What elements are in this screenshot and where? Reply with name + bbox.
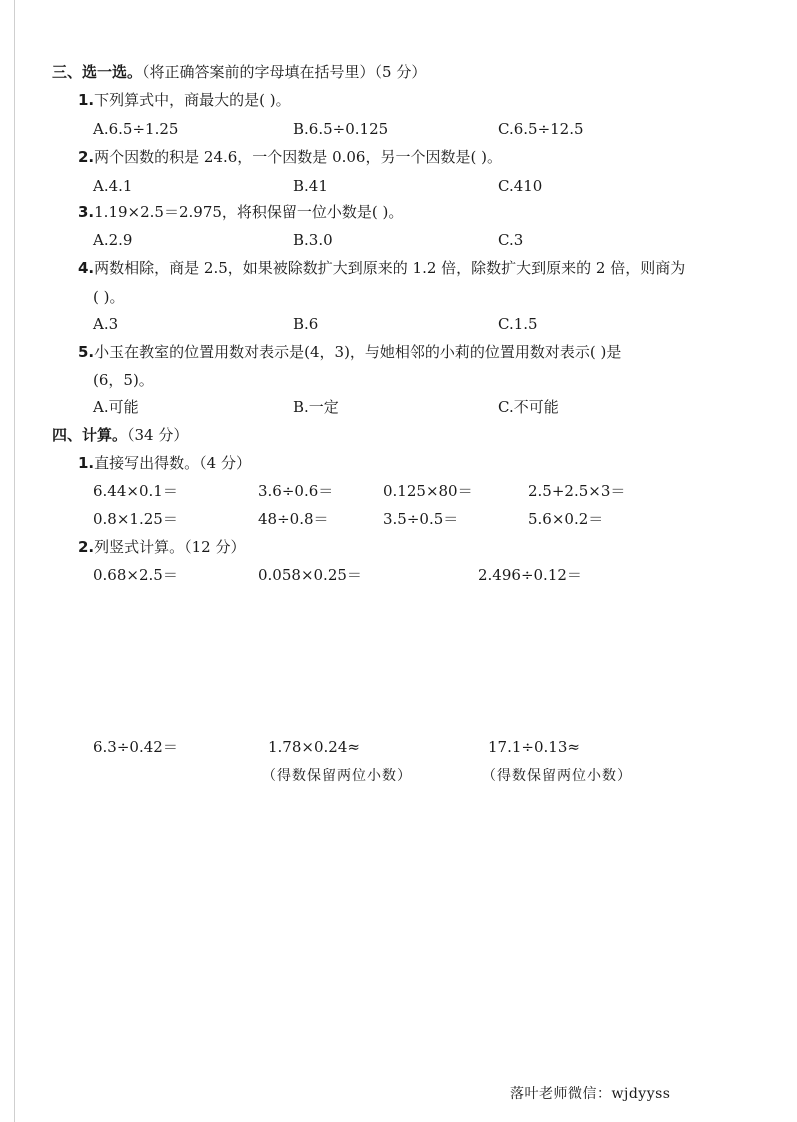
part-number: 1. (78, 454, 95, 472)
option-c: C.410 (498, 177, 543, 195)
option-a: A.4.1 (93, 177, 133, 195)
vertical-calc-item: 0.058×0.25＝ (258, 566, 362, 584)
option-b: B.6 (293, 315, 319, 333)
question-5-line2: (6，5)。 (93, 371, 154, 389)
footer-contact: 落叶老师微信：wjdyyss (510, 1086, 671, 1102)
question-number: 2. (78, 148, 95, 166)
section-3-title: 三、选一选。 (52, 63, 143, 81)
question-text: 两个因数的积是 24.6，一个因数是 0.06，另一个因数是( )。 (94, 148, 502, 166)
rounding-note: （得数保留两位小数） (262, 768, 412, 784)
option-b: B.41 (293, 177, 328, 195)
option-a: A.2.9 (93, 231, 133, 249)
option-c: C.1.5 (498, 315, 538, 333)
question-text: 1.19×2.5＝2.975，将积保留一位小数是( )。 (94, 203, 404, 221)
oral-calc-item: 48÷0.8＝ (258, 510, 329, 528)
oral-calc-item: 5.6×0.2＝ (528, 510, 604, 528)
question-number: 3. (78, 203, 95, 221)
option-a: A.可能 (93, 398, 139, 416)
part-1-heading (78, 453, 251, 473)
vertical-calc-item: 6.3÷0.42＝ (93, 738, 178, 756)
option-a: A.3 (93, 315, 119, 333)
option-b: B.一定 (293, 398, 339, 416)
section-4-heading (52, 425, 188, 445)
oral-calc-item: 0.125×80＝ (383, 482, 473, 500)
question-2 (78, 147, 502, 167)
question-number: 4. (78, 259, 95, 277)
section-4-note: （34 分） (127, 426, 189, 444)
question-number: 5. (78, 343, 95, 361)
part-title: 列竖式计算。（12 分） (94, 538, 246, 556)
option-b: B.6.5÷0.125 (293, 120, 389, 138)
oral-calc-item: 6.44×0.1＝ (93, 482, 178, 500)
section-4-title: 四、计算。 (52, 426, 128, 444)
question-4 (78, 258, 685, 278)
part-number: 2. (78, 538, 95, 556)
option-b: B.3.0 (293, 231, 333, 249)
option-a: A.6.5÷1.25 (93, 120, 179, 138)
question-3 (78, 202, 403, 222)
section-3-note: （将正确答案前的字母填在括号里）（5 分） (142, 63, 427, 81)
oral-calc-item: 0.8×1.25＝ (93, 510, 178, 528)
option-c: C.3 (498, 231, 524, 249)
question-number: 1. (78, 91, 95, 109)
oral-calc-item: 3.5÷0.5＝ (383, 510, 459, 528)
vertical-calc-item: 1.78×0.24≈ (268, 738, 360, 756)
question-1 (78, 90, 291, 110)
vertical-calc-item: 0.68×2.5＝ (93, 566, 178, 584)
oral-calc-item: 2.5+2.5×3＝ (528, 482, 626, 500)
page-margin-line (14, 0, 15, 1122)
question-4-line2: ( )。 (93, 288, 125, 306)
section-3-heading (52, 62, 426, 82)
question-5 (78, 342, 621, 362)
question-text: 两数相除，商是 2.5，如果被除数扩大到原来的 1.2 倍，除数扩大到原来的 2 倍，则商为 (94, 259, 686, 277)
option-c: C.不可能 (498, 398, 559, 416)
oral-calc-item: 3.6÷0.6＝ (258, 482, 334, 500)
part-2-heading (78, 537, 246, 557)
part-title: 直接写出得数。（4 分） (94, 454, 251, 472)
vertical-calc-item: 2.496÷0.12＝ (478, 566, 582, 584)
question-text: 小玉在教室的位置用数对表示是(4，3)，与她相邻的小莉的位置用数对表示( )是 (94, 343, 622, 361)
question-text: 下列算式中，商最大的是( )。 (94, 91, 291, 109)
rounding-note: （得数保留两位小数） (482, 768, 632, 784)
option-c: C.6.5÷12.5 (498, 120, 584, 138)
vertical-calc-item: 17.1÷0.13≈ (488, 738, 580, 756)
